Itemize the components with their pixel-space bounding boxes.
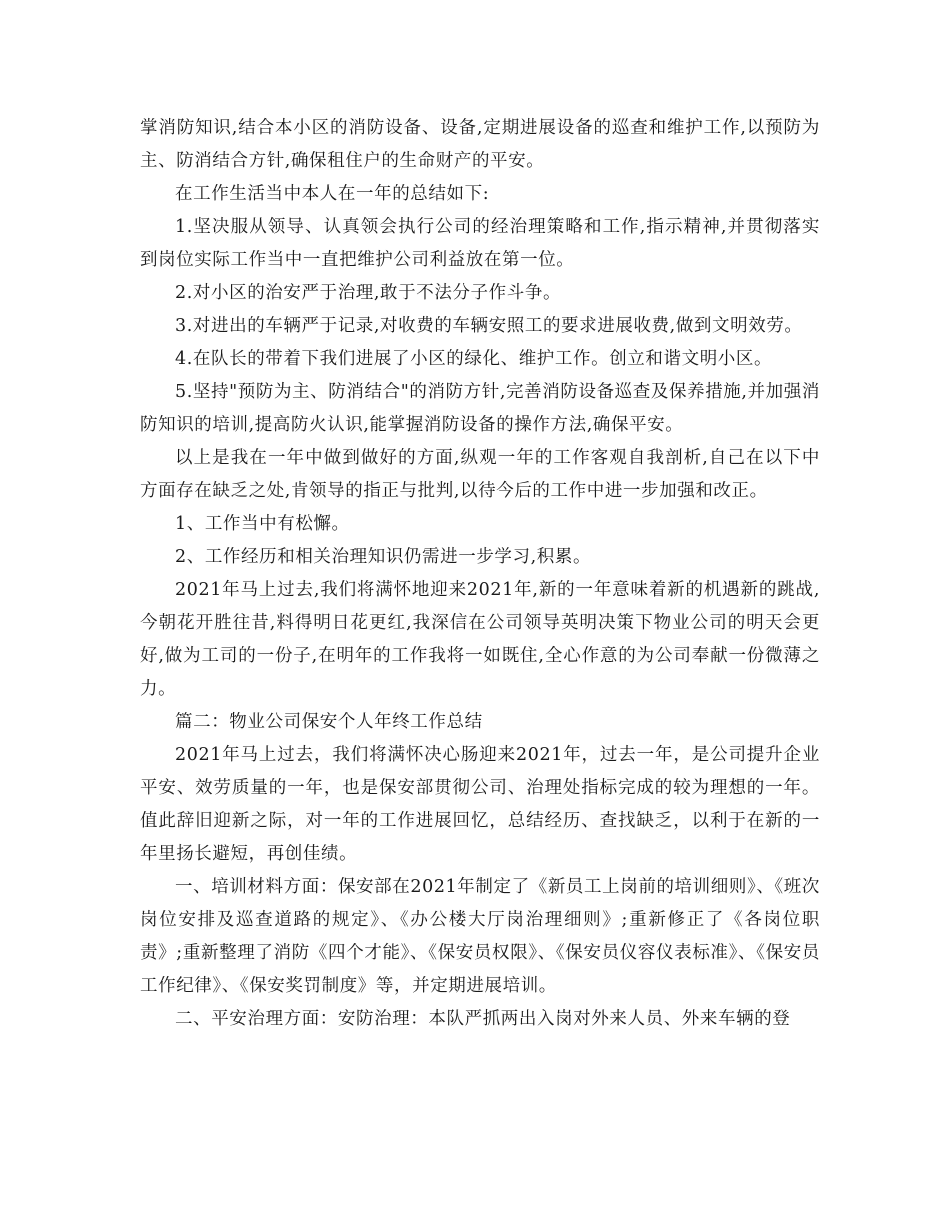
paragraph: 2021年马上过去，我们将满怀决心肠迎来2021年，过去一年，是公司提升企业平安、效劳质量的一年，也是保安部贯彻公司、治理处指标完成的较为理想的一年。值此辞旧迎新之际，对一年的工作进展回忆，总结经历、查找缺乏，以利于在新的一年里扬长避短，再创佳绩。 xyxy=(140,745,820,864)
paragraph: 1.坚决服从领导、认真领会执行公司的经治理策略和工作,指示精神,并贯彻落实到岗位实际工作当中一直把维护公司利益放在第一位。 xyxy=(140,217,820,270)
paragraph: 2.对小区的治安严于治理,敢于不法分子作斗争。 xyxy=(175,283,562,303)
paragraph: 掌消防知识,结合本小区的消防设备、设备,定期进展设备的巡查和维护工作,以预防为主、防消结合方针,确保租住户的生命财产的平安。 xyxy=(140,118,820,171)
paragraph: 5.坚持"预防为主、防消结合"的消防方针,完善消防设备巡查及保养措施,并加强消防知识的培训,提高防火认识,能掌握消防设备的操作方法,确保平安。 xyxy=(140,382,820,435)
paragraph: 在工作生活当中本人在一年的总结如下: xyxy=(175,184,490,204)
paragraph: 篇二：物业公司保安个人年终工作总结 xyxy=(175,712,483,732)
paragraph: 以上是我在一年中做到做好的方面,纵观一年的工作客观自我剖析,自己在以下中方面存在缺乏之处,肯领导的指正与批判,以待今后的工作中进一步加强和改正。 xyxy=(140,448,820,501)
paragraph: 3.对进出的车辆严于记录,对收费的车辆安照工的要求进展收费,做到文明效劳。 xyxy=(175,316,803,336)
paragraph: 二、平安治理方面：安防治理：本队严抓两出入岗对外来人员、外来车辆的登 xyxy=(175,1009,791,1029)
paragraph: 2021年马上过去,我们将满怀地迎来2021年,新的一年意味着新的机遇新的跳战,今朝花开胜往昔,料得明日花更红,我深信在公司领导英明决策下物业公司的明天会更好,做为工司的一份子,在明年的工作我将一如既住,全心作意的为公司奉献一份微薄之力。 xyxy=(140,580,820,699)
paragraph: 2、工作经历和相关治理知识仍需进一步学习,积累。 xyxy=(175,547,592,567)
paragraph: 一、培训材料方面：保安部在2021年制定了《新员工上岗前的培训细则》、《班次岗位安排及巡查道路的规定》、《办公楼大厅岗治理细则》;重新修正了《各岗位职责》;重新整理了消防《四个才能》、《保安员权限》、《保安员仪容仪表标准》、《保安员工作纪律》、《保安奖罚制度》等，并定期进展培训。 xyxy=(140,877,820,996)
document-body xyxy=(140,112,820,1036)
paragraph: 4.在队长的带着下我们进展了小区的绿化、维护工作。创立和谐文明小区。 xyxy=(175,349,773,369)
paragraph: 1、工作当中有松懈。 xyxy=(175,514,350,534)
